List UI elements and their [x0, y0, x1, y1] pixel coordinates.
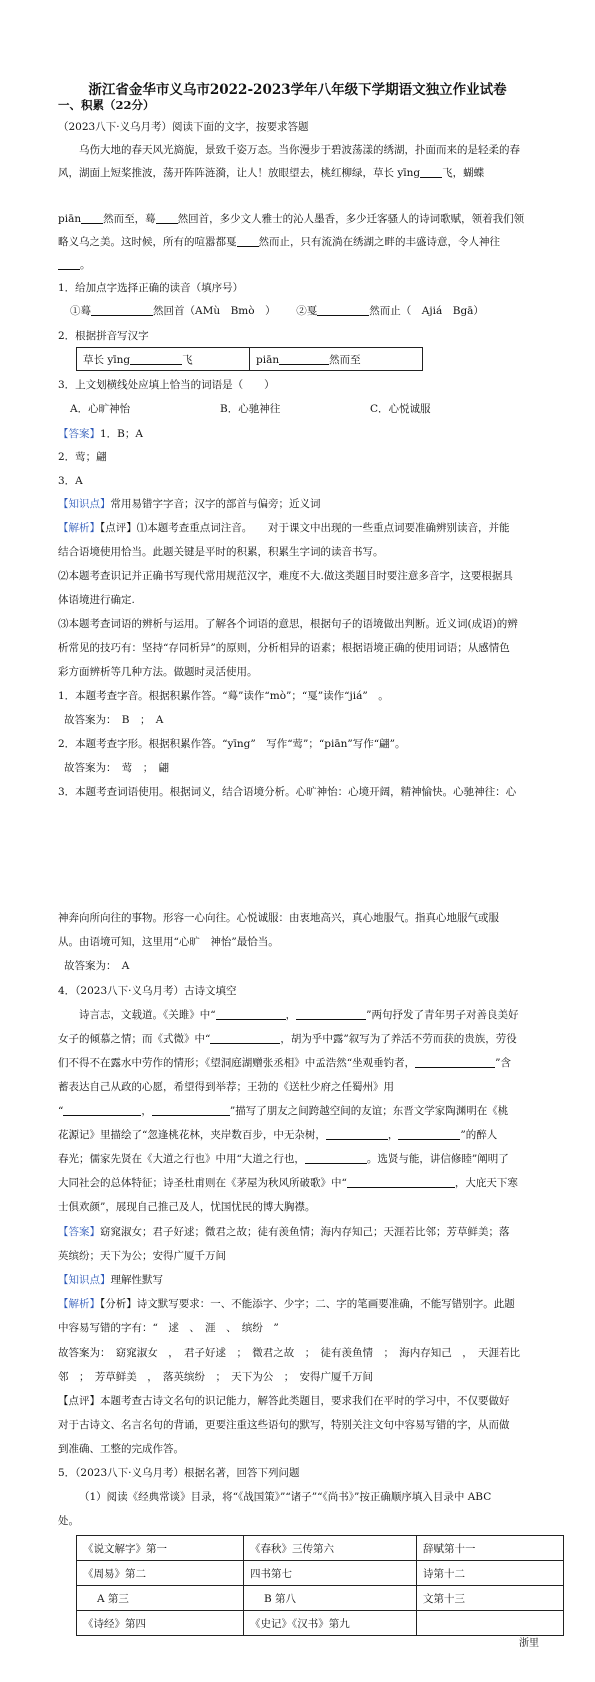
section-heading: 一、积累（22分）	[58, 98, 155, 112]
answer-line	[58, 1221, 540, 1244]
answer-tag: 【答案】	[58, 1226, 100, 1238]
page-title: 浙江省金华市义乌市2022-2023学年八年级下学期语文独立作业试卷	[88, 82, 507, 98]
answer-line: 2．莺；翩	[58, 451, 107, 463]
table-row	[77, 1536, 564, 1561]
question-2-box	[76, 347, 423, 371]
table-cell: A 第三	[77, 1586, 244, 1611]
analysis-subtag: 【分析】	[100, 1298, 137, 1310]
table-cell: 《史记》《汉书》第九	[244, 1611, 417, 1636]
analysis-line: 故答案为： 莺 ； 翩	[64, 762, 169, 774]
poem-fill: 士俱欢颜”，展现自己推己及人，忧国忧民的博大胸襟。	[58, 1201, 316, 1213]
analysis-line: 3．本题考查词语使用。根据词义，结合语境分析。心旷神怡：心境开阔，精神愉快。心驰神往：心	[58, 786, 517, 798]
table-cell: 《周易》第二	[77, 1561, 244, 1586]
poem-fill: 春光；儒家先贤在《大道之行也》中用“大道之行也， 。选贤与能，讲信修睦”阐明了	[58, 1153, 509, 1165]
page-footer: 浙里	[519, 1638, 539, 1649]
analysis-line: 到准确、工整的完成作答。	[58, 1443, 184, 1455]
option-text: 然回首（AMù Bmò ）	[153, 305, 276, 317]
answer-line: 3．A	[58, 475, 83, 487]
table-row	[77, 1586, 564, 1611]
analysis-text: 诗文默写要求：一、不能添字、少字；二、字的笔画要准确，不能写错别字。此题	[136, 1298, 515, 1310]
poem-fill: “ ， ”描写了朋友之间跨越空间的友谊；东晋文学家陶渊明在《桃	[58, 1105, 509, 1117]
reading-passage-cont	[58, 231, 540, 254]
answer-line	[58, 423, 540, 446]
blank	[420, 165, 442, 178]
option-a: A．心旷神怡	[70, 403, 131, 415]
analysis-line: 故答案为： B ； A	[64, 714, 164, 726]
passage-text: 然而至，蓦	[103, 213, 156, 225]
blank	[237, 234, 259, 247]
analysis-line	[58, 1293, 540, 1316]
table-row	[77, 1561, 564, 1586]
passage-text: 飞，蝴蝶	[442, 167, 485, 179]
analysis-line: 从。由语境可知，这里用“心旷 神怡”最恰当。	[58, 936, 279, 948]
analysis-line: 体语境进行确定.	[58, 594, 135, 606]
passage-text: 然而止，只有流淌在绣湖之畔的丰盛诗意，令人神往	[258, 236, 500, 248]
analysis-line: 对于古诗文、名言名句的背诵，更要注重这些语句的默写，特别关注文句中容易写错的字，从而做	[58, 1419, 510, 1431]
analysis-line: ⑶本题考查词语的辨析与运用。了解各个词语的意思，根据句子的语境做出判断。近义词(成语)的辨	[58, 618, 518, 630]
table-cell	[417, 1611, 564, 1636]
question-1-options	[70, 300, 552, 323]
question-5-part1: （1）阅读《经典常谈》目录，将“《战国策》”“诸子”“《尚书》”按正确顺序填入目录中 ABC	[79, 1491, 492, 1503]
passage-text: 乌伤大地的春天风光旖旎，景致千姿万态。当你漫步于碧波荡漾的绣湖，扑面而来的是轻柔的春风，湖面上短桨推波，荡开阵阵涟漪，让人！放眼望去，桃红柳绿，草长 yīng	[58, 144, 520, 179]
question-5: 5．（2023八下·义乌月考）根据名著，回答下列问题	[58, 1467, 300, 1479]
question-2: 2．根据拼音写汉字	[58, 330, 149, 342]
comment-tag: 【点评】	[100, 522, 137, 534]
answer-tag: 【答案】	[58, 428, 100, 440]
knowledge-tag: 【知识点】	[58, 498, 111, 510]
comment-tag: 【点评】	[58, 1395, 100, 1407]
question-4: 4．（2023八下·义乌月考）古诗文填空	[58, 985, 237, 997]
pinyin-cell: 草长 yīng 飞	[77, 348, 250, 371]
analysis-line: 故答案为： A	[64, 960, 130, 972]
answer-text: 1．B；A	[100, 428, 143, 440]
analysis-tag: 【解析】	[58, 522, 100, 534]
passage-text: 略义乌之美。这时候，所有的喧嚣都戛	[58, 236, 237, 248]
table-cell: 诗第十二	[417, 1561, 564, 1586]
table-cell: 辞赋第十一	[417, 1536, 564, 1561]
analysis-line: 中容易写错的字有：“ 逑 、 涯 、 缤纷 ”	[58, 1322, 279, 1334]
pinyin-cell: piān 然而至	[250, 348, 423, 371]
table-cell: 四书第七	[244, 1561, 417, 1586]
question-1: 1．给加点字选择正确的读音（填序号）	[58, 282, 244, 294]
option-b: B．心驰神往	[220, 403, 281, 415]
analysis-line: ⑵本题考查识记并正确书写现代常用规范汉字，难度不大.做这类题目时要注意多音字，这要根据具	[58, 570, 513, 582]
poem-fill: 们不得不在露水中劳作的情形；《望洞庭湖赠张丞相》中孟浩然“坐观垂钓者， ”含	[58, 1057, 511, 1069]
analysis-line: 结合语境使用恰当。此题关键是平时的积累，积累生字词的读音书写。	[58, 546, 384, 558]
blank	[156, 211, 178, 224]
question-3: 3．上文划横线处应填上恰当的词语是（ ）	[58, 379, 275, 391]
table-cell: 《诗经》第四	[77, 1611, 244, 1636]
knowledge-text: 常用易错字字音；汉字的部首与偏旁；近义词	[110, 498, 321, 510]
answer-blank	[317, 303, 369, 316]
contents-table	[76, 1535, 564, 1636]
table-cell: 《说文解字》第一	[77, 1536, 244, 1561]
table-cell: 《春秋》三传第六	[244, 1536, 417, 1561]
poem-fill: 诗言志，文载道。《关雎》中“ ， ”两句抒发了青年男子对善良美好	[79, 1009, 519, 1021]
table-cell: B 第八	[244, 1586, 417, 1611]
passage-text: piān	[58, 213, 82, 225]
reading-passage-cont	[58, 208, 540, 231]
option-text: 然而止（ Ajiá Bgā）	[369, 305, 484, 317]
knowledge-tag: 【知识点】	[58, 1274, 111, 1286]
analysis-text: 本题考查古诗文名句的识记能力，解答此类题目，要求我们在平时的学习中，不仅要做好	[100, 1395, 510, 1407]
poem-fill: 花源记》里描绘了“忽逢桃花林，夹岸数百步，中无杂树， ， ”的醉人	[58, 1129, 498, 1141]
analysis-line: 2．本题考查字形。根据积累作答。“yīng” 写作“莺”；“piān”写作“翩”。	[58, 738, 406, 750]
poem-fill: 女子的倾慕之情；而《式微》中“ ，胡为乎中露”叙写为了养活不劳而获的贵族，劳役	[58, 1033, 517, 1045]
answer-line: 英缤纷；天下为公；安得广厦千万间	[58, 1250, 226, 1262]
knowledge-text: 理解性默写	[110, 1274, 163, 1286]
analysis-line	[58, 517, 540, 540]
question-5-part1-cont: 处。	[58, 1515, 79, 1527]
analysis-text: ⑴本题考查重点词注音。 对于课文中出现的一些重点词要准确辨别读音，并能	[136, 522, 510, 534]
passage-text: 。	[80, 259, 91, 271]
option-c: C．心悦诚服	[370, 403, 431, 415]
answer-blank	[91, 303, 153, 316]
passage-text: 然回首，多少文人雅士的沁人墨香，多少迁客骚人的诗词歌赋，领着我们领	[177, 213, 525, 225]
blank	[58, 257, 80, 270]
option-text: ②戛	[296, 305, 318, 317]
analysis-tag: 【解析】	[58, 1298, 100, 1310]
analysis-line: 神奔向所向往的事物。形容一心向往。心悦诚服：由衷地高兴，真心地服气。指真心地服气或服	[58, 912, 499, 924]
answer-text: 窈窕淑女；君子好逑；微君之故；徒有羡鱼情；海内存知己；天涯若比邻；芳草鲜美；落	[100, 1226, 510, 1238]
knowledge-point	[58, 1269, 540, 1292]
analysis-line: 故答案为： 窈窕淑女 ， 君子好逑 ； 微君之故 ； 徒有羡鱼情 ； 海内存知己 ， 天涯若比	[58, 1347, 520, 1359]
poem-fill: 蓄表达自己从政的心愿，希望得到举荐；王勃的《送杜少府之任蜀州》用	[58, 1081, 394, 1093]
analysis-line: 析常见的技巧有：坚持“存同析异”的原则，分析相异的语素；根据语境正确的使用词语；从感情色	[58, 642, 510, 654]
blank	[81, 211, 103, 224]
table-cell: 文第十三	[417, 1586, 564, 1611]
knowledge-point	[58, 493, 540, 516]
question-3-options	[70, 398, 552, 421]
table-row	[77, 1611, 564, 1636]
reading-passage	[58, 139, 540, 185]
option-text: ①蓦	[70, 305, 91, 317]
analysis-line	[58, 1390, 540, 1413]
analysis-line: 1．本题考查字音。根据积累作答。“蓦”读作“mò”；“戛”读作“jiá” 。	[58, 690, 389, 702]
analysis-line: 彩方面辨析等几种方法。做题时灵活使用。	[58, 666, 258, 678]
analysis-line: 邻 ； 芳草鲜美 ， 落英缤纷 ； 天下为公 ； 安得广厦千万间	[58, 1371, 373, 1383]
reading-passage-end	[58, 254, 540, 277]
poem-fill: 大同社会的总体特征；诗圣杜甫则在《茅屋为秋风所破歌》中“ ，大庇天下寒	[58, 1177, 518, 1189]
question-intro: （2023八下·义乌月考）阅读下面的文字，按要求答题	[58, 121, 309, 133]
